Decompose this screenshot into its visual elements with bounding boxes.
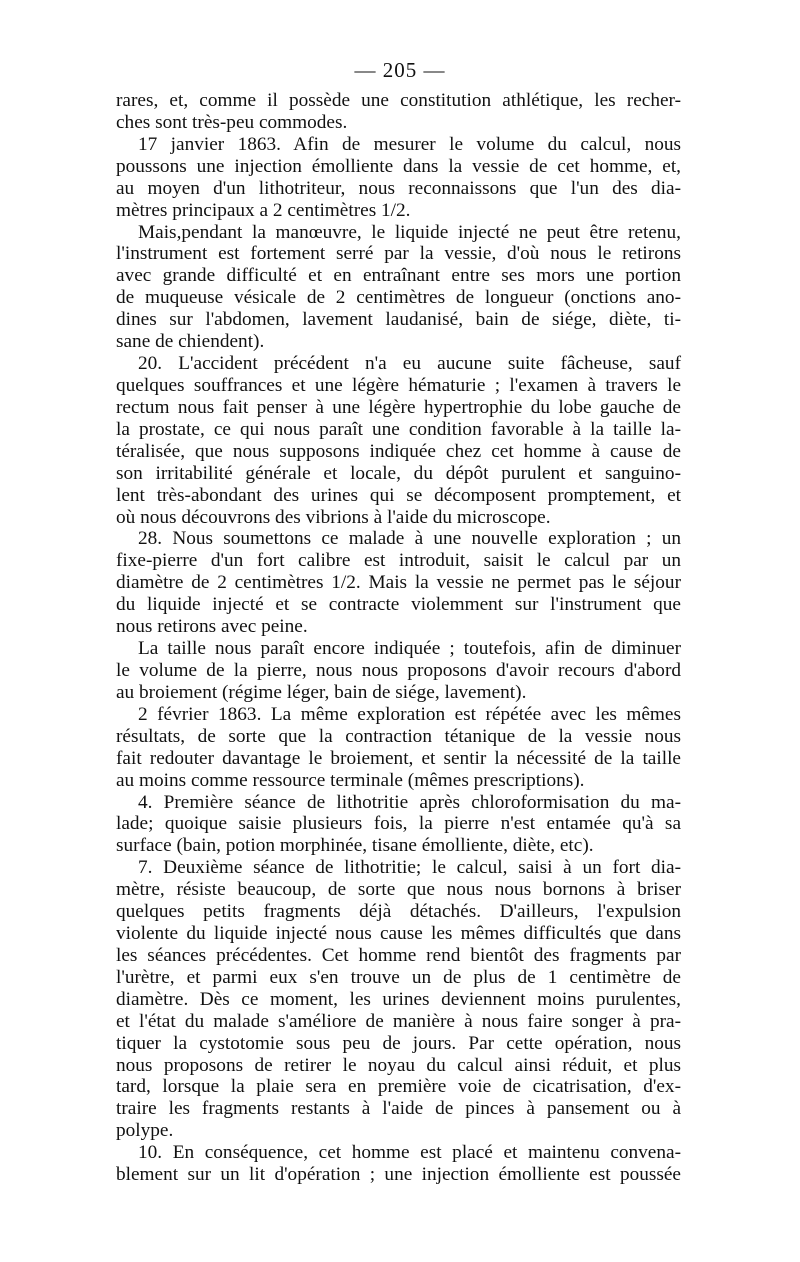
text-line: La taille nous paraît encore indiquée ; toutefois, afin de diminuer [138, 638, 681, 660]
text-line: lent très-abondant des urines qui se décomposent promptement, et [116, 484, 681, 506]
text-line: nous proposons de retirer le noyau du calcul ainsi réduit, et plus [116, 1054, 681, 1076]
text-line: tard, lorsque la plaie sera en première voie de cicatrisation, d'ex- [116, 1076, 681, 1098]
text-line: diamètre. Dès ce moment, les urines deviennent moins purulentes, [116, 988, 681, 1010]
text-line: au moins comme ressource terminale (mêmes prescriptions). [116, 769, 585, 791]
text-line: de muqueuse vésicale de 2 centimètres de longueur (onctions ano- [116, 287, 681, 309]
text-line: la prostate, ce qui nous paraît une condition favorable à la taille la- [116, 418, 681, 440]
text-line: les séances précédentes. Cet homme rend bientôt des fragments par [116, 944, 681, 966]
text-line: son irritabilité générale et locale, du dépôt purulent et sanguino- [116, 462, 681, 484]
text-line: dines sur l'abdomen, lavement laudanisé, bain de siége, diète, ti- [116, 309, 681, 331]
text-line: du liquide injecté et se contracte violemment sur l'instrument que [116, 594, 681, 616]
text-line: résultats, de sorte que la contraction tétanique de la vessie nous [116, 725, 681, 747]
text-line: 2 février 1863. La même exploration est répétée avec les mêmes [138, 703, 681, 725]
text-line: 28. Nous soumettons ce malade à une nouvelle exploration ; un [138, 528, 681, 550]
text-line: téralisée, que nous supposons indiquée chez cet homme à cause de [116, 440, 681, 462]
text-line: diamètre de 2 centimètres 1/2. Mais la vessie ne permet pas le séjour [116, 572, 681, 594]
text-line: mètre, résiste beaucoup, de sorte que nous nous bornons à briser [116, 879, 681, 901]
text-line: lade; quoique saisie plusieurs fois, la pierre n'est entamée qu'à sa [116, 813, 681, 835]
text-line: nous retirons avec peine. [116, 616, 308, 638]
text-line: 4. Première séance de lithotritie après chloroformisation du ma- [138, 791, 681, 813]
text-line: fait redouter davantage le broiement, et sentir la nécessité de la taille [116, 747, 681, 769]
page-number: — 205 — [354, 58, 446, 82]
text-line: mètres principaux a 2 centimètres 1/2. [116, 199, 411, 221]
text-line: avec grande difficulté et en entraînant entre ses mors une portion [116, 265, 681, 287]
text-line: où nous découvrons des vibrions à l'aide du microscope. [116, 506, 551, 528]
text-line: 17 janvier 1863. Afin de mesurer le volume du calcul, nous [138, 133, 681, 155]
text-line: sane de chiendent). [116, 331, 265, 353]
text-line: blement sur un lit d'opération ; une injection émolliente est poussée [116, 1164, 681, 1186]
text-line: 10. En conséquence, cet homme est placé et maintenu convena- [138, 1142, 681, 1164]
text-line: rectum nous fait penser à une légère hypertrophie du lobe gauche de [116, 396, 681, 418]
text-line: tiquer la cystotomie sous peu de jours. Par cette opération, nous [116, 1032, 681, 1054]
text-line: quelques petits fragments déjà détachés. D'ailleurs, l'expulsion [116, 901, 681, 923]
text-line: polype. [116, 1120, 174, 1142]
text-line: fixe-pierre d'un fort calibre est introduit, saisit le calcul par un [116, 550, 681, 572]
text-line: le volume de la pierre, nous nous proposons d'avoir recours d'abord [116, 659, 681, 681]
text-line: poussons une injection émolliente dans la vessie de cet homme, et, [116, 155, 681, 177]
text-line: 20. L'accident précédent n'a eu aucune suite fâcheuse, sauf [138, 353, 681, 375]
text-line: au broiement (régime léger, bain de siége, lavement). [116, 681, 527, 703]
text-line: ches sont très-peu commodes. [116, 111, 348, 133]
text-line: au moyen d'un lithotriteur, nous reconnaissons que l'un des dia- [116, 177, 681, 199]
text-line: l'urètre, et parmi eux s'en trouve un de plus de 1 centimètre de [116, 966, 681, 988]
text-line: 7. Deuxième séance de lithotritie; le calcul, saisi à un fort dia- [138, 857, 681, 879]
text-line: et l'état du malade s'améliore de manière à nous faire songer à pra- [116, 1010, 681, 1032]
text-line: surface (bain, potion morphinée, tisane émolliente, diète, etc). [116, 835, 594, 857]
body-text [116, 90, 681, 1186]
text-line: Mais,pendant la manœuvre, le liquide injecté ne peut être retenu, [138, 221, 681, 243]
text-line: quelques souffrances et une légère hématurie ; l'examen à travers le [116, 374, 681, 396]
text-line: rares, et, comme il possède une constitution athlétique, les recher- [116, 90, 681, 111]
text-line: traire les fragments restants à l'aide de pinces à pansement ou à [116, 1098, 681, 1120]
text-line: violente du liquide injecté nous cause les mêmes difficultés que dans [116, 923, 681, 945]
text-line: l'instrument est fortement serré par la vessie, d'où nous le retirons [116, 243, 681, 265]
